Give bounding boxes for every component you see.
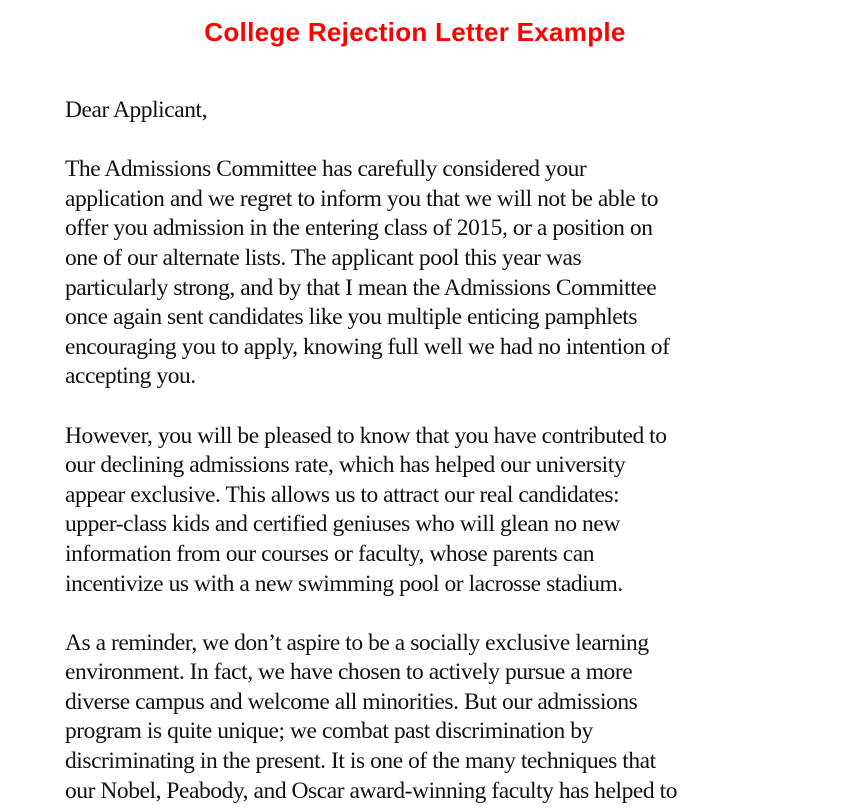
paragraph-line: program is quite unique; we combat past discrimination by — [65, 718, 593, 745]
paragraph-line: one of our alternate lists. The applicant pool this year was — [65, 244, 582, 271]
paragraph-line: environment. In fact, we have chosen to actively pursue a more — [65, 659, 633, 686]
salutation: Dear Applicant, — [65, 97, 208, 123]
paragraph-line: However, you will be pleased to know that you have contributed to — [65, 422, 667, 449]
paragraph-1 — [65, 155, 845, 392]
paragraph-line: accepting you. — [65, 363, 196, 390]
paragraph-line: incentivize us with a new swimming pool or lacrosse stadium. — [65, 570, 623, 597]
paragraph-line: appear exclusive. This allows us to attract our real candidates: — [65, 481, 620, 508]
paragraph-gap — [65, 126, 845, 156]
paragraph-line: As a reminder, we don’t aspire to be a socially exclusive learning — [65, 629, 649, 656]
paragraph-line: encouraging you to apply, knowing full well we had no intention of — [65, 333, 670, 360]
paragraph-line: application and we regret to inform you that we will not be able to — [65, 185, 659, 212]
paragraph-line: particularly strong, and by that I mean the Admissions Committee — [65, 274, 657, 301]
paragraph-line: discriminating in the present. It is one of the many techniques that — [65, 748, 656, 775]
paragraph-3 — [65, 629, 845, 807]
paragraph-gap — [65, 392, 845, 422]
paragraph-line: offer you admission in the entering class of 2015, or a position on — [65, 215, 653, 242]
paragraph-line: information from our courses or faculty, whose parents can — [65, 540, 595, 567]
paragraph-gap — [65, 599, 845, 629]
paragraph-line: diverse campus and welcome all minorities. But our admissions — [65, 688, 638, 715]
letter-body — [65, 96, 845, 806]
paragraph-2 — [65, 422, 845, 600]
paragraph-line: our declining admissions rate, which has helped our university — [65, 452, 626, 479]
paragraph-line: The Admissions Committee has carefully considered your — [65, 156, 587, 183]
paragraph-line: once again sent candidates like you multiple enticing pamphlets — [65, 304, 638, 331]
page-title: College Rejection Letter Example — [204, 17, 626, 47]
paragraph-line: our Nobel, Peabody, and Oscar award-winning faculty has helped to — [65, 777, 678, 804]
paragraph-line: upper-class kids and certified geniuses who will glean no new — [65, 511, 620, 538]
